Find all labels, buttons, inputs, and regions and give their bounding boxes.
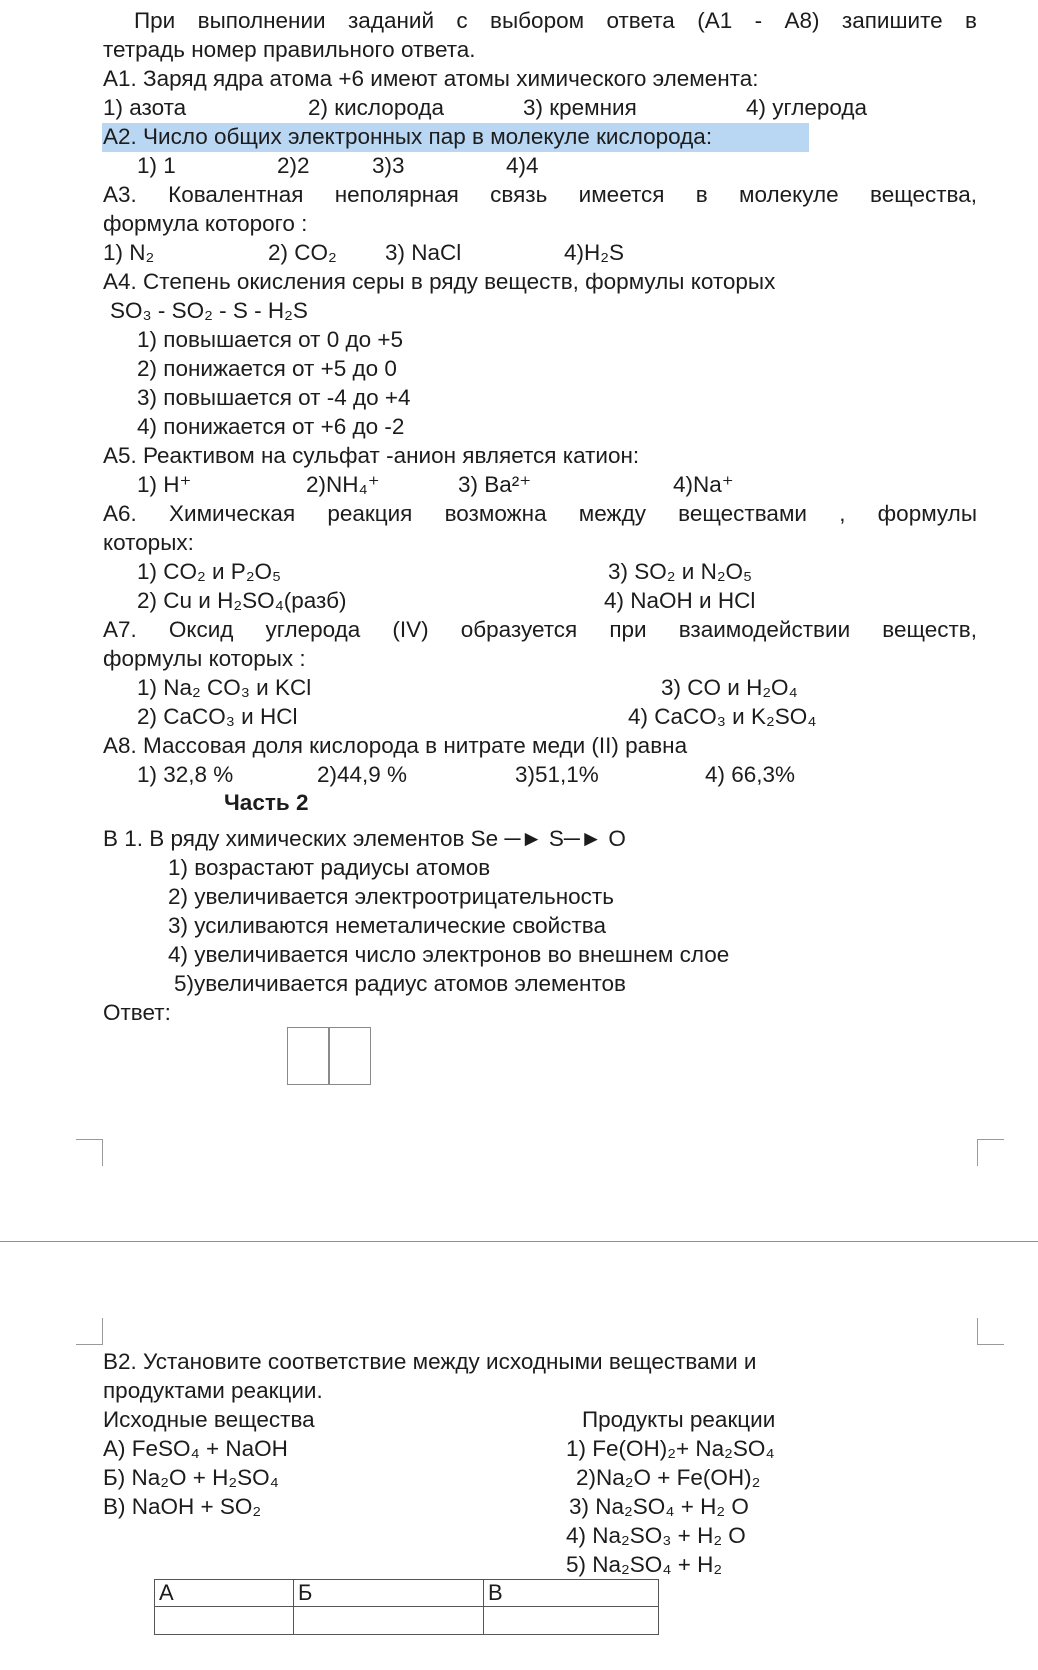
table-header-cell: В [484,1580,659,1607]
b2-question-line-1: В2. Установите соответствие между исходными веществами и [103,1349,757,1374]
b1-option: 2) увеличивается электроотрицательность [168,884,614,909]
a6-option: 4) NaOH и HCl [604,588,756,613]
a5-question: А5. Реактивом на сульфат -анион является катион: [103,443,640,468]
a7-option: 1) Na₂ CO₃ и KCl [137,675,312,700]
a3-option: 3) NaCl [385,240,462,265]
a2-question: А2. Число общих электронных пар в молекуле кислорода: [103,124,713,149]
a7-question-line-1: А7. Оксид углерода (IV) образуется при взаимодействии веществ, [103,617,977,642]
a7-option: 2) CaCO₃ и HCl [137,704,298,729]
answer-cell[interactable] [294,1607,484,1635]
a2-option: 1) 1 [137,153,176,178]
a6-option: 3) SO₂ и N₂O₅ [608,559,753,584]
b2-product: 4) Na₂SO₃ + H₂ O [566,1523,746,1548]
b1-option: 4) увеличивается число электронов во внешнем слое [168,942,730,967]
a2-option: 2)2 [277,153,310,178]
b1-answer-label: Ответ: [103,1000,171,1025]
b2-left-header: Исходные вещества [103,1407,315,1432]
a4-option: 3) повышается от -4 до +4 [137,385,411,410]
b2-product: 3) Na₂SO₄ + H₂ O [569,1494,749,1519]
a3-question-line-2: формула которого : [103,211,308,236]
answer-cell[interactable] [155,1607,294,1635]
table-header-cell: А [155,1580,294,1607]
a8-option: 4) 66,3% [705,762,796,787]
intro-line-2: тетрадь номер правильного ответа. [103,37,476,62]
a1-option: 2) кислорода [308,95,444,120]
b2-reactant: В) NaOH + SO₂ [103,1494,262,1519]
a3-question-line-1: А3. Ковалентная неполярная связь имеется в молекуле вещества, [103,182,977,207]
a4-option: 4) понижается от +6 до -2 [137,414,405,439]
b2-reactant: А) FeSO₄ + NaOH [103,1436,288,1461]
b1-option: 1) возрастают радиусы атомов [168,855,491,880]
a7-question-line-2: формулы которых : [103,646,306,671]
a4-question: А4. Степень окисления серы в ряду веществ, формулы которых [103,269,776,294]
a4-series: SO₃ - SO₂ - S - H₂S [110,298,308,323]
a6-question-line-2: которых: [103,530,194,555]
b1-option: 3) усиливаются неметалические свойства [168,913,607,938]
page-corner-mark [76,1318,103,1345]
a5-option: 4)Na⁺ [673,472,734,497]
b2-product: 2)Na₂O + Fe(OH)₂ [576,1465,761,1490]
page-break-line [0,1241,1038,1242]
b2-reactant: Б) Na₂O + H₂SO₄ [103,1465,279,1490]
a2-option: 3)3 [372,153,405,178]
intro-line-1: При выполнении заданий с выбором ответа (А1 - А8) запишите в [134,8,977,33]
a1-option: 3) кремния [523,95,637,120]
answer-box[interactable] [328,1027,371,1085]
answer-box[interactable] [287,1027,330,1085]
a3-option: 4)H₂S [564,240,624,265]
b1-option: 5)увеличивается радиус атомов элементов [174,971,626,996]
a1-question: А1. Заряд ядра атома +6 имеют атомы химического элемента: [103,66,759,91]
part2-title: Часть 2 [224,790,309,815]
b2-question-line-2: продуктами реакции. [103,1378,323,1403]
page-corner-mark [977,1139,1004,1166]
a5-option: 1) H⁺ [137,472,192,497]
a8-option: 2)44,9 % [317,762,408,787]
a2-option: 4)4 [506,153,539,178]
page-corner-mark [76,1139,103,1166]
table-header-cell: Б [294,1580,484,1607]
table-row [155,1607,659,1635]
b2-answer-table [154,1579,659,1635]
a8-question: А8. Массовая доля кислорода в нитрате меди (II) равна [103,733,688,758]
a4-option: 2) понижается от +5 до 0 [137,356,397,381]
a6-option: 2) Cu и H₂SO₄(разб) [137,588,347,613]
a8-option: 1) 32,8 % [137,762,234,787]
b2-product: 1) Fe(OH)₂+ Na₂SO₄ [566,1436,775,1461]
a1-option: 4) углерода [746,95,868,120]
b2-product: 5) Na₂SO₄ + H₂ [566,1552,723,1577]
a3-option: 1) N₂ [103,240,155,265]
a5-option: 3) Ba²⁺ [458,472,532,497]
a7-option: 4) CaCO₃ и K₂SO₄ [628,704,817,729]
a6-option: 1) CO₂ и P₂O₅ [137,559,282,584]
answer-cell[interactable] [484,1607,659,1635]
table-row [155,1580,659,1607]
a4-option: 1) повышается от 0 до +5 [137,327,404,352]
a1-option: 1) азота [103,95,187,120]
page-corner-mark [977,1318,1004,1345]
a5-option: 2)NH₄⁺ [306,472,380,497]
b2-right-header: Продукты реакции [582,1407,776,1432]
b1-question: В 1. В ряду химических элементов Se ─► S─► O [103,826,626,851]
a6-question-line-1: А6. Химическая реакция возможна между веществами , формулы [103,501,977,526]
a8-option: 3)51,1% [515,762,599,787]
a7-option: 3) CO и H₂O₄ [661,675,798,700]
a3-option: 2) CO₂ [268,240,337,265]
